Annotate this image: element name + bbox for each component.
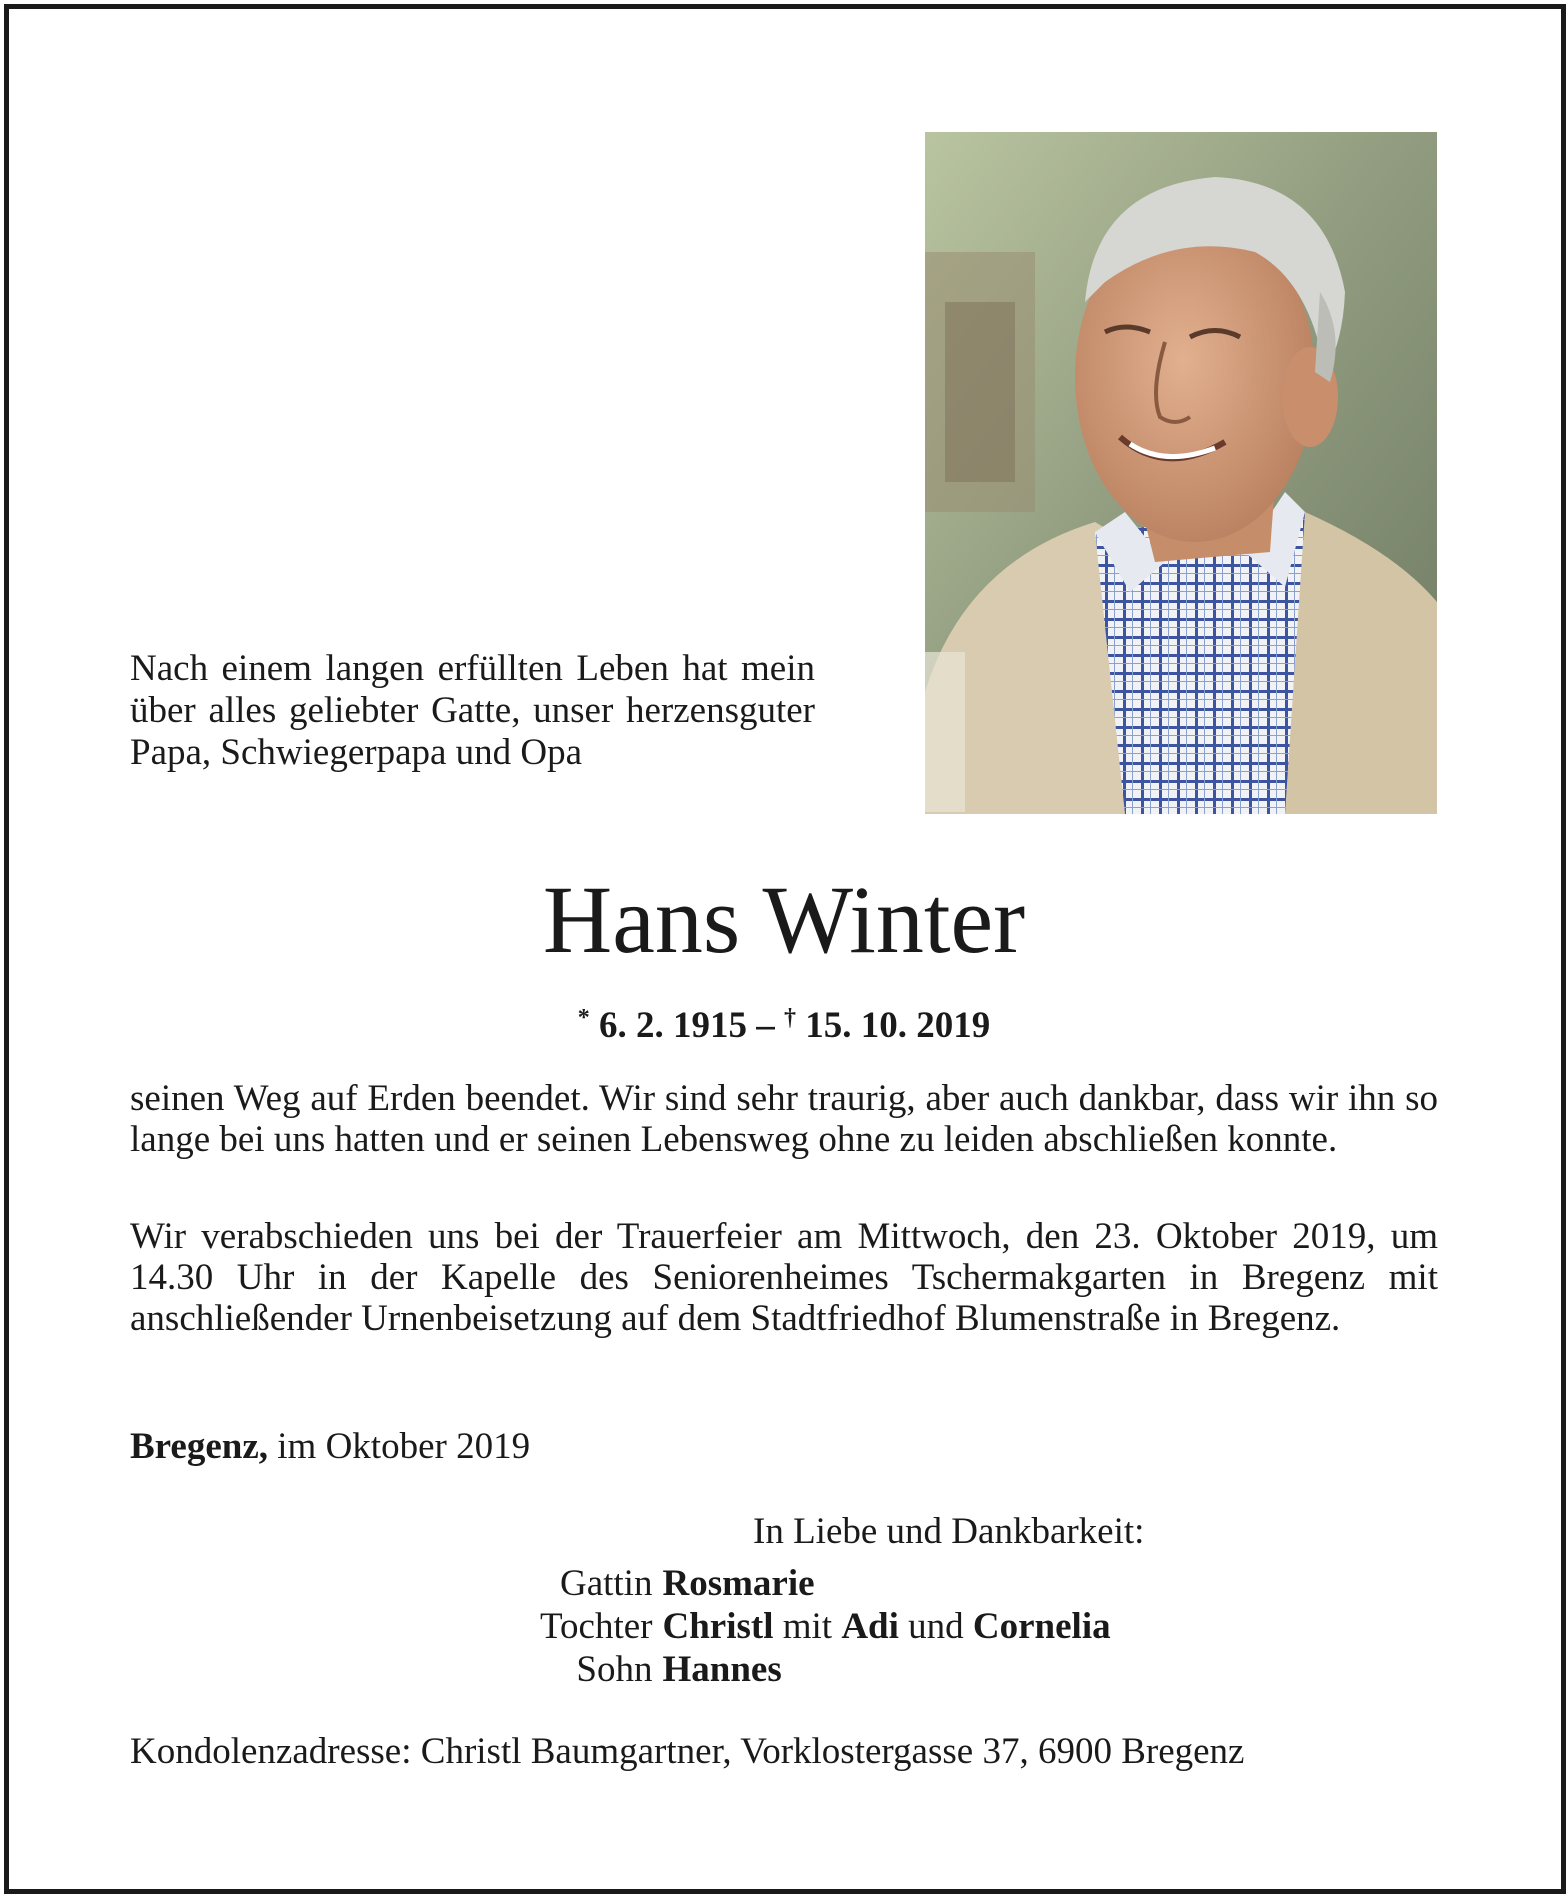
death-date: 15. 10. 2019 <box>805 1005 991 1046</box>
death-symbol: † <box>784 1005 796 1031</box>
family-connector: und <box>908 1606 964 1647</box>
date-separator: – <box>756 1005 775 1046</box>
closing-line: In Liebe und Dankbarkeit: <box>753 1511 1145 1552</box>
place-date-line <box>130 1425 530 1469</box>
family-row <box>540 1648 1111 1691</box>
family-relation: Sohn <box>576 1649 653 1690</box>
life-dates <box>0 996 1568 1048</box>
family-relation: Tochter <box>540 1606 653 1647</box>
family-row <box>540 1605 1111 1648</box>
birth-date: 6. 2. 1915 <box>599 1005 747 1046</box>
funeral-details-paragraph: Wir verabschieden uns bei der Trauerfeier am Mittwoch, den 23. Oktober 2019, um 14.30 Uhr in der Kapelle des Seniorenheimes Tschermakgarten in Bregenz mit anschließender Urnenbeisetzung auf dem Stadtfriedhof Blumenstraße in Bregenz. <box>130 1216 1438 1339</box>
family-list <box>540 1562 1111 1691</box>
family-member-name: Cornelia <box>972 1606 1111 1647</box>
family-connector: mit <box>782 1606 833 1647</box>
deceased-name: Hans Winter <box>542 866 1026 973</box>
family-row <box>540 1562 1111 1605</box>
announcement-paragraph: seinen Weg auf Erden beendet. Wir sind sehr traurig, aber auch dankbar, dass wir ihn so lange bei uns hatten und er seinen Lebensweg ohne zu leiden abschließen konnte. <box>130 1078 1438 1160</box>
family-member-name: Rosmarie <box>662 1563 815 1604</box>
portrait-photo <box>925 132 1437 814</box>
place-date: im Oktober 2019 <box>277 1426 531 1467</box>
family-member-name: Christl <box>662 1606 774 1647</box>
intro-text: Nach einem langen erfüllten Leben hat mein über alles geliebter Gatte, unser herzensguter Papa, Schwiegerpapa und Opa <box>130 648 815 773</box>
birth-symbol: * <box>577 1005 590 1031</box>
place-city: Bregenz, <box>130 1426 269 1467</box>
condolence-address: Kondolenzadresse: Christl Baumgartner, Vorklostergasse 37, 6900 Bregenz <box>130 1731 1245 1772</box>
family-member-name: Adi <box>841 1606 899 1647</box>
family-member-name: Hannes <box>662 1649 782 1690</box>
family-relation: Gattin <box>559 1563 653 1604</box>
